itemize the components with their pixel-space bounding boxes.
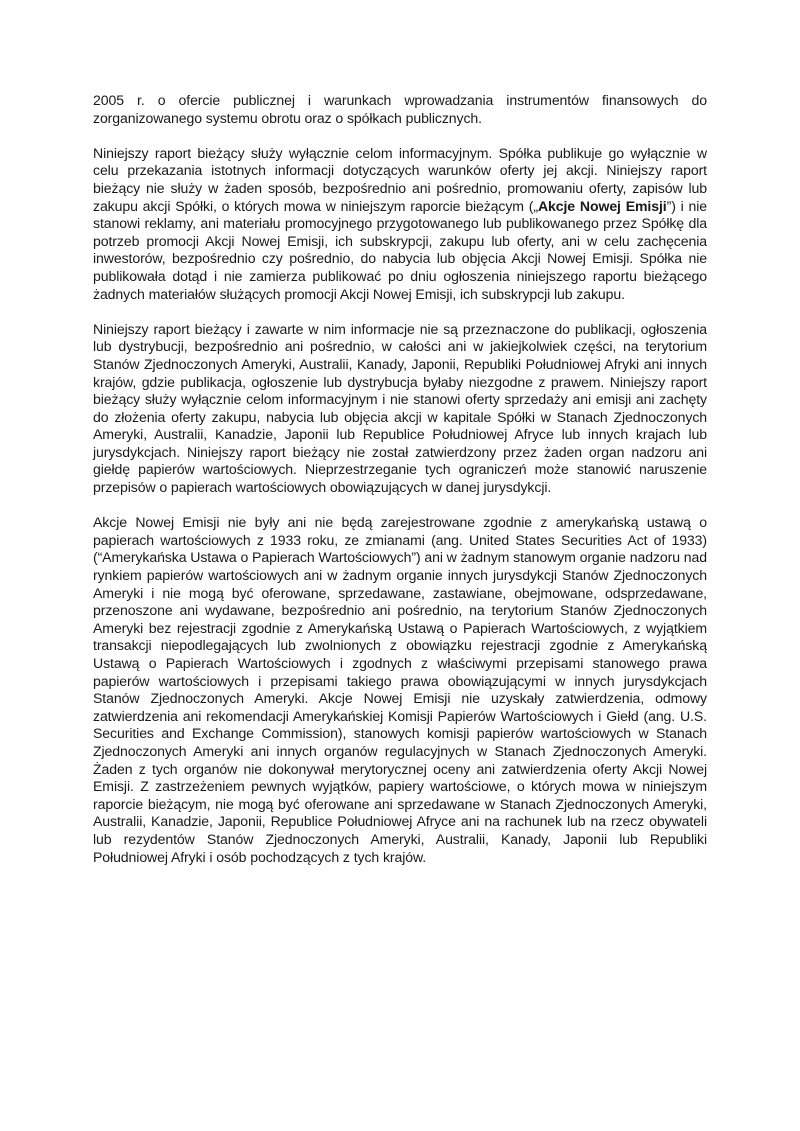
defined-term-akcje-nowej-emisji: Akcje Nowej Emisji — [537, 197, 667, 214]
paragraph-us-securities-act: Akcje Nowej Emisji nie były ani nie będą zarejestrowane zgodnie z amerykańską ustawą o papierach wartościowych z 1933 roku, ze zmianami (ang. United States Securities Act of 1933) (“Amerykańska Ustawa o Papierach Wartościowych”) ani w żadnym stanowym organie nadzoru nad rynkiem papierów wartościowych ani w żadnym organie innych jurysdykcji Stanów Zjednoczonych Ameryki i nie mogą być oferowane, sprzedawane, zastawiane, obejmowane, odsprzedawane, przenoszone ani wydawane, bezpośrednio ani pośrednio, na terytorium Stanów Zjednoczonych Ameryki bez rejestracji zgodnie z Amerykańską Ustawą o Papierach Wartościowych, z wyjątkiem transakcji niepodlegających lub zwolnionych z obowiązku rejestracji zgodnie z Amerykańską Ustawą o Papierach Wartościowych i zgodnych z właściwymi przepisami stanowego prawa papierów wartościowych i przepisami takiego prawa obowiązującymi w innych jurysdykcjach Stanów Zjednoczonych Ameryki. Akcje Nowej Emisji nie uzyskały zatwierdzenia, odmowy zatwierdzenia ani rekomendacji Amerykańskiej Komisji Papierów Wartościowych i Giełd (ang. U.S. Securities and Exchange Commission), stanowych komisji papierów wartościowych w Stanach Zjednoczonych Ameryki ani innych organów regulacyjnych w Stanach Zjednoczonych Ameryki. Żaden z tych organów nie dokonywał merytorycznej oceny ani zatwierdzenia oferty Akcji Nowej Emisji. Z zastrzeżeniem pewnych wyjątków, papiery wartościowe, o których mowa w niniejszym raporcie bieżącym, nie mogą być oferowane ani sprzedawane w Stanach Zjednoczonych Ameryki, Australii, Kanadzie, Japonii, Republice Południowej Afryce ani na rachunek lub na rzecz obywateli lub rezydentów Stanów Zjednoczonych Ameryki, Australii, Kanady, Japonii lub Republiki Południowej Afryki i osób pochodzących z tych krajów. — [93, 514, 707, 865]
paragraph-text-after: ”) i nie stanowi reklamy, ani materiału promocyjnego przygotowanego lub publikowanego przez Spółkę dla potrzeb promocji Akcji Nowej Emisji, ich subskrypcji, zakupu lub oferty, ani w celu zachęcenia inwestorów, bezpośrednio czy pośrednio, do nabycia lub objęcia Akcji Nowej Emisji. Spółka nie publikowała dotąd i nie zamierza publikować po dniu ogłoszenia niniejszego raportu bieżącego żadnych materiałów służących promocji Akcji Nowej Emisji, ich subskrypcji lub zakupu. — [93, 197, 707, 302]
paragraph-text-before: Niniejszy raport bieżący służy wyłącznie celom informacyjnym. Spółka publikuje go wyłącznie w celu przekazania istotnych informacji dotyczących warunków oferty jej akcji. Niniejszy raport bieżący nie służy w żaden sposób, bezpośrednio ani pośrednio, promowaniu oferty, zapisów lub zakupu akcji Spółki, o których mowa w niniejszym raporcie bieżącym („ — [93, 144, 707, 214]
paragraph-statute-reference: 2005 r. o ofercie publicznej i warunkach wprowadzania instrumentów finansowych do zorganizowanego systemu obrotu oraz o spółkach publicznych. — [93, 92, 707, 126]
document-page — [93, 92, 707, 884]
paragraph-informational-purpose — [93, 145, 707, 303]
paragraph-distribution-restrictions: Niniejszy raport bieżący i zawarte w nim informacje nie są przeznaczone do publikacji, ogłoszenia lub dystrybucji, bezpośrednio ani pośrednio, w całości ani w jakiejkolwiek części, na terytorium Stanów Zjednoczonych Ameryki, Australii, Kanady, Japonii, Republiki Południowej Afryki ani innych krajów, gdzie publikacja, ogłoszenie lub dystrybucja byłaby niezgodne z prawem. Niniejszy raport bieżący służy wyłącznie celom informacyjnym i nie stanowi oferty sprzedaży ani emisji ani zachęty do złożenia oferty zakupu, nabycia lub objęcia akcji w kapitale Spółki w Stanach Zjednoczonych Ameryki, Australii, Kanadzie, Japonii lub Republice Południowej Afryce lub innych krajach lub jurysdykcjach. Niniejszy raport bieżący nie został zatwierdzony przez żaden organ nadzoru ani giełdę papierów wartościowych. Nieprzestrzeganie tych ograniczeń może stanowić naruszenie przepisów o papierach wartościowych obowiązujących w danej jurysdykcji. — [93, 320, 707, 496]
